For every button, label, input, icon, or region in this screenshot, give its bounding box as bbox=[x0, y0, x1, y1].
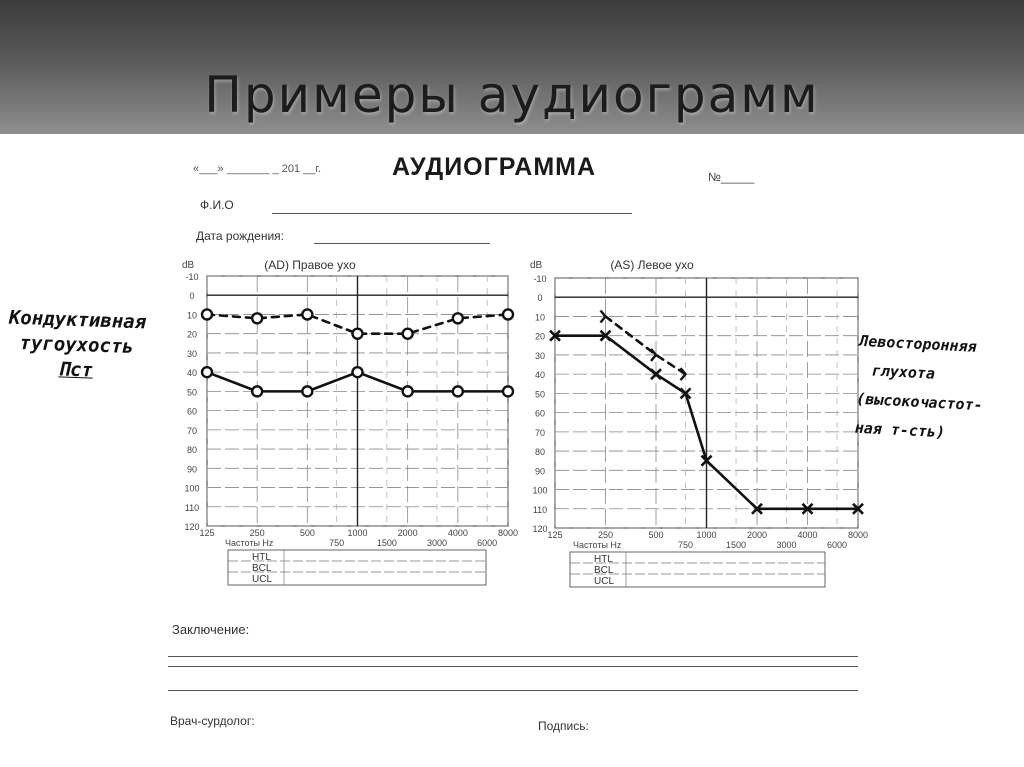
data-point-circle bbox=[453, 313, 463, 323]
form-title: АУДИОГРАММА bbox=[392, 153, 597, 181]
y-tick-label: 100 bbox=[532, 485, 548, 496]
y-tick-label: 70 bbox=[186, 425, 198, 436]
axis-label-y: dB bbox=[530, 260, 543, 271]
y-tick-label: 80 bbox=[186, 445, 198, 456]
conclusion-line-2 bbox=[168, 666, 858, 667]
y-tick-label: 20 bbox=[534, 331, 546, 342]
x-tick-label: 125 bbox=[199, 528, 215, 538]
annotation-right-line: ная т-сть) bbox=[854, 418, 946, 442]
x-tick-label: 4000 bbox=[447, 528, 468, 538]
y-tick-label: 80 bbox=[534, 447, 546, 458]
y-tick-label: 20 bbox=[186, 329, 198, 340]
y-tick-label: 50 bbox=[534, 389, 546, 400]
x-tick-label: 500 bbox=[299, 528, 315, 538]
y-tick-label: 10 bbox=[186, 310, 198, 321]
data-point-circle bbox=[353, 367, 363, 377]
form-conclusion-label: Заключение: bbox=[172, 622, 250, 637]
threshold-table-row-label: HTL bbox=[594, 554, 613, 565]
x-tick-label-minor: 750 bbox=[678, 540, 694, 550]
x-tick-label: 2000 bbox=[397, 528, 418, 538]
y-tick-label: 0 bbox=[189, 291, 195, 302]
threshold-table-row-label: UCL bbox=[594, 576, 615, 587]
threshold-table-row-label: HTL bbox=[252, 552, 271, 563]
data-point-circle bbox=[302, 386, 312, 396]
axis-label-x: Частоты Hz bbox=[225, 538, 274, 548]
data-point-circle bbox=[202, 367, 212, 377]
form-birth-label: Дата рождения: bbox=[196, 229, 284, 243]
threshold-table-row-label: BCL bbox=[594, 565, 614, 576]
slide-title: Примеры аудиограмм bbox=[204, 66, 820, 124]
annotation-left-line: Пст bbox=[58, 358, 94, 382]
annotation-right-line: Левосторонняя bbox=[858, 331, 978, 356]
threshold-table-row-label: BCL bbox=[252, 563, 272, 574]
y-tick-label: 100 bbox=[184, 483, 200, 494]
y-tick-label: 30 bbox=[534, 350, 546, 361]
axis-label-x: Частоты Hz bbox=[573, 540, 622, 550]
y-tick-label: 40 bbox=[186, 368, 198, 379]
x-tick-label: 4000 bbox=[797, 530, 818, 540]
annotation-left-line: Кондуктивная bbox=[8, 306, 147, 334]
annotation-right-line: (высокочастот- bbox=[855, 389, 984, 415]
data-point-circle bbox=[503, 309, 513, 319]
x-tick-label: 8000 bbox=[847, 530, 869, 540]
data-point-circle bbox=[252, 386, 262, 396]
data-point-circle bbox=[403, 386, 413, 396]
x-tick-label: 125 bbox=[547, 530, 563, 540]
data-point-circle bbox=[453, 386, 463, 396]
data-point-circle bbox=[302, 309, 312, 319]
x-tick-label: 250 bbox=[249, 528, 265, 538]
y-tick-label: 120 bbox=[184, 522, 200, 532]
data-point-circle bbox=[252, 313, 262, 323]
x-tick-label-minor: 1500 bbox=[376, 538, 397, 548]
form-date-line: «___» _______ _ 201 __г. bbox=[193, 163, 322, 175]
y-tick-label: 110 bbox=[184, 502, 200, 513]
data-point-circle bbox=[503, 386, 513, 396]
y-tick-label: 10 bbox=[534, 312, 546, 323]
chart-title: (AS) Левое ухо bbox=[610, 258, 694, 272]
x-tick-label: 1000 bbox=[696, 530, 717, 540]
x-tick-label: 1000 bbox=[347, 528, 368, 538]
axis-label-y: dB bbox=[182, 260, 195, 271]
data-point-circle bbox=[353, 329, 363, 339]
y-tick-label: 30 bbox=[186, 348, 198, 359]
x-tick-label-minor: 3000 bbox=[426, 538, 448, 548]
x-tick-label: 2000 bbox=[746, 530, 768, 540]
data-point-circle bbox=[403, 329, 413, 339]
chart-left-ear bbox=[530, 258, 868, 587]
x-tick-label-minor: 6000 bbox=[827, 540, 848, 550]
form-doctor-label: Врач-сурдолог: bbox=[170, 714, 255, 728]
y-tick-label: 0 bbox=[537, 293, 543, 304]
threshold-table-row-label: UCL bbox=[252, 574, 273, 585]
y-tick-label: 40 bbox=[534, 370, 546, 381]
x-tick-label-minor: 6000 bbox=[477, 538, 498, 548]
x-tick-label: 500 bbox=[648, 530, 664, 540]
data-point-circle bbox=[202, 309, 212, 319]
form-fio-label: Ф.И.О bbox=[200, 198, 234, 212]
x-tick-label: 250 bbox=[597, 530, 614, 540]
y-tick-label: 50 bbox=[186, 387, 198, 398]
x-tick-label-minor: 3000 bbox=[776, 540, 797, 550]
y-tick-label: 60 bbox=[186, 406, 198, 417]
y-tick-label: 60 bbox=[534, 408, 546, 419]
annotation-left bbox=[7, 306, 147, 386]
y-tick-label: -10 bbox=[533, 274, 547, 284]
form-signature-label: Подпись: bbox=[538, 719, 589, 733]
annotation-left-line: тугоухость bbox=[19, 332, 135, 358]
x-tick-label-minor: 750 bbox=[329, 538, 345, 548]
chart-title: (AD) Правое ухо bbox=[264, 258, 356, 272]
conclusion-line-3 bbox=[168, 690, 858, 691]
annotation-right-line: глухота bbox=[871, 361, 936, 383]
y-tick-label: 90 bbox=[534, 466, 546, 477]
annotation-right bbox=[854, 327, 986, 449]
form-number-label: №_____ bbox=[708, 170, 755, 184]
conclusion-line-1 bbox=[168, 656, 858, 657]
y-tick-label: 90 bbox=[186, 464, 198, 475]
x-tick-label-minor: 1500 bbox=[726, 540, 747, 550]
y-tick-label: 110 bbox=[532, 504, 548, 515]
x-tick-label: 8000 bbox=[497, 528, 519, 538]
y-tick-label: 120 bbox=[532, 524, 548, 534]
y-tick-label: 70 bbox=[534, 427, 546, 438]
chart-right-ear bbox=[182, 258, 518, 585]
y-tick-label: -10 bbox=[185, 272, 199, 282]
